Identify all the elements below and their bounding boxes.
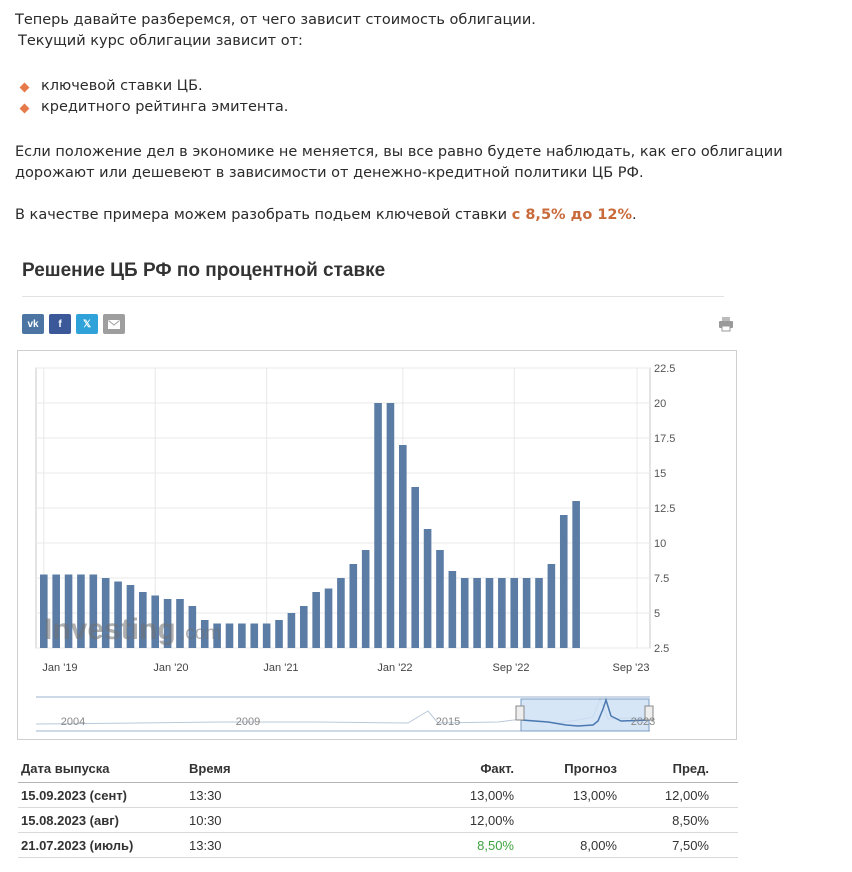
chart-bar — [411, 487, 419, 648]
table-row — [18, 808, 738, 833]
header-time: Время — [189, 761, 231, 776]
chart-bar — [374, 403, 382, 648]
chart-bar — [473, 578, 481, 648]
chart-bar — [226, 624, 234, 649]
y-tick-label: 5 — [654, 608, 661, 620]
navigator-year-label: 2015 — [435, 716, 461, 728]
chart-bar — [325, 589, 333, 649]
chart-bar — [238, 624, 246, 649]
cell-date: 15.09.2023 (сент) — [21, 788, 128, 803]
table-row — [18, 783, 738, 808]
diamond-bullet-icon — [20, 83, 30, 93]
chart-bar — [486, 578, 494, 648]
cell-actual: 8,50% — [477, 838, 514, 853]
x-tick-label: Sep '23 — [612, 662, 650, 674]
x-share-icon[interactable]: 𝕏 — [76, 314, 98, 334]
rate-change-highlight: с 8,5% до 12% — [511, 207, 633, 223]
x-tick-label: Jan '22 — [377, 662, 413, 674]
cell-date: 15.08.2023 (авг) — [21, 813, 119, 828]
navigator-year-label: 2009 — [235, 716, 261, 728]
paragraph-depends: Текущий курс облигации зависит от: — [18, 33, 303, 49]
vk-share-icon[interactable]: vk — [22, 314, 44, 334]
chart-bar — [572, 501, 580, 648]
x-tick-label: Jan '20 — [153, 662, 189, 674]
cell-previous: 7,50% — [672, 838, 709, 853]
chart-bar — [523, 578, 531, 648]
chart-bar — [560, 515, 568, 648]
chart-bar — [387, 403, 395, 648]
paragraph-example — [15, 205, 835, 226]
chart-bar — [312, 592, 320, 648]
diamond-bullet-icon — [20, 104, 30, 114]
header-previous: Пред. — [672, 761, 709, 776]
chart-bar — [263, 624, 271, 649]
y-tick-label: 20 — [654, 398, 667, 410]
chart-bar — [498, 578, 506, 648]
header-date: Дата выпуска — [21, 761, 110, 776]
header-forecast: Прогноз — [564, 761, 617, 776]
investing-watermark-suffix: .com — [180, 623, 222, 644]
chart-bar — [548, 564, 556, 648]
chart-canvas — [18, 351, 736, 739]
cell-time: 13:30 — [189, 838, 222, 853]
cell-actual: 13,00% — [469, 788, 514, 803]
chart-bar — [535, 578, 543, 648]
rate-chart — [17, 350, 737, 740]
article-text — [15, 10, 835, 226]
investing-watermark: Investing — [44, 613, 176, 646]
list-item-text: ключевой ставки ЦБ. — [41, 78, 203, 94]
chart-bar — [424, 529, 432, 648]
x-tick-label: Jan '19 — [42, 662, 78, 674]
x-tick-label: Sep '22 — [492, 662, 530, 674]
table-header — [18, 755, 738, 783]
paragraph-intro: Теперь давайте разберемся, от чего зависит стоимость облигации. — [15, 12, 536, 28]
bullet-list — [15, 76, 835, 118]
cell-forecast: 13,00% — [572, 788, 617, 803]
chart-bar — [436, 550, 444, 648]
history-table — [18, 755, 738, 858]
paragraph-economy: Если положение дел в экономике не меняется, вы все равно будете наблюдать, как его облигации дорожают или дешевеют в зависимости от денежно-кредитной политики ЦБ РФ. — [15, 144, 783, 181]
chart-bar — [288, 613, 296, 648]
list-item — [15, 97, 835, 118]
chart-bar — [399, 445, 407, 648]
chart-bar — [510, 578, 518, 648]
y-tick-label: 10 — [654, 538, 667, 550]
y-tick-label: 17.5 — [654, 433, 676, 445]
header-actual: Факт. — [480, 761, 514, 776]
chart-bar — [275, 620, 283, 648]
chart-bar — [461, 578, 469, 648]
chart-bar — [350, 564, 358, 648]
y-tick-label: 15 — [654, 468, 667, 480]
title-divider — [22, 296, 724, 297]
share-bar — [22, 314, 125, 334]
list-item — [15, 76, 835, 97]
example-text: В качестве примера можем разобрать подьем ключевой ставки — [15, 207, 512, 223]
print-icon[interactable] — [718, 316, 734, 332]
y-tick-label: 7.5 — [654, 573, 670, 585]
chart-bar — [449, 571, 457, 648]
table-row — [18, 833, 738, 858]
navigator-year-label: 2023 — [630, 716, 656, 728]
y-tick-label: 12.5 — [654, 503, 676, 515]
chart-bar — [300, 606, 308, 648]
facebook-share-icon[interactable]: f — [49, 314, 71, 334]
example-end: . — [632, 207, 637, 223]
y-tick-label: 22.5 — [654, 363, 676, 375]
list-item-text: кредитного рейтинга эмитента. — [41, 99, 289, 115]
email-share-icon[interactable] — [103, 314, 125, 334]
cell-forecast: 8,00% — [580, 838, 617, 853]
cell-previous: 8,50% — [672, 813, 709, 828]
cell-date: 21.07.2023 (июль) — [21, 838, 134, 853]
navigator-year-label: 2004 — [60, 716, 86, 728]
cell-actual: 12,00% — [469, 813, 514, 828]
chart-bar — [337, 578, 345, 648]
cell-previous: 12,00% — [664, 788, 709, 803]
chart-bar — [362, 550, 370, 648]
x-tick-label: Jan '21 — [263, 662, 299, 674]
navigator-handle-left — [516, 706, 524, 720]
y-tick-label: 2.5 — [654, 643, 670, 655]
chart-bar — [250, 624, 258, 649]
widget-title: Решение ЦБ РФ по процентной ставке — [22, 260, 386, 281]
cell-time: 10:30 — [189, 813, 222, 828]
cell-time: 13:30 — [189, 788, 222, 803]
